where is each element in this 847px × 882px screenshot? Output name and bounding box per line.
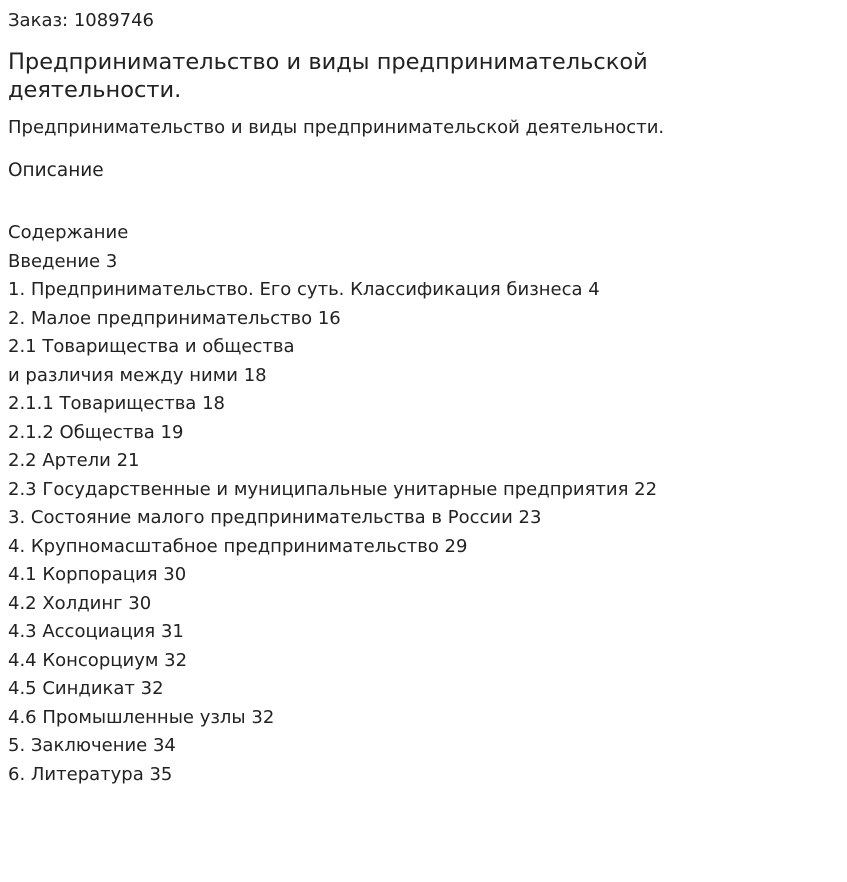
toc-line: 3. Состояние малого предпринимательства в России 23 — [8, 507, 542, 528]
toc-line: 4.2 Холдинг 30 — [8, 592, 152, 614]
toc-line: 2.2 Артели 21 — [8, 450, 140, 471]
toc-line: и различия между ними 18 — [8, 364, 267, 386]
toc-line: 6. Литература 35 — [8, 763, 173, 785]
page-title: Предпринимательство и виды предпринимательской деятельности. — [8, 49, 648, 103]
toc-line: 2.1.1 Товарищества 18 — [8, 393, 225, 414]
toc-line: 4.6 Промышленные узлы 32 — [8, 706, 275, 728]
table-of-contents — [8, 221, 657, 791]
toc-line: 4.1 Корпорация 30 — [8, 564, 187, 585]
toc-line: 1. Предпринимательство. Его суть. Классификация бизнеса 4 — [8, 279, 600, 300]
description-heading: Описание — [8, 160, 104, 181]
toc-line: 2.1.2 Общества 19 — [8, 421, 184, 443]
toc-line: 2.3 Государственные и муниципальные унитарные предприятия 22 — [8, 478, 658, 500]
toc-line: 2.1 Товарищества и общества — [8, 336, 295, 357]
toc-line: 4.4 Консорциум 32 — [8, 649, 188, 671]
toc-line: 4.5 Синдикат 32 — [8, 678, 164, 699]
page-subtitle: Предпринимательство и виды предпринимательской деятельности. — [8, 117, 665, 138]
order-number: Заказ: 1089746 — [8, 10, 154, 31]
toc-line: 4. Крупномасштабное предпринимательство 29 — [8, 535, 468, 557]
toc-line: 5. Заключение 34 — [8, 735, 176, 756]
toc-line: Введение 3 — [8, 250, 118, 272]
toc-line: 2. Малое предпринимательство 16 — [8, 307, 341, 329]
contents-heading: Содержание — [8, 222, 129, 243]
toc-line: 4.3 Ассоциация 31 — [8, 621, 184, 642]
